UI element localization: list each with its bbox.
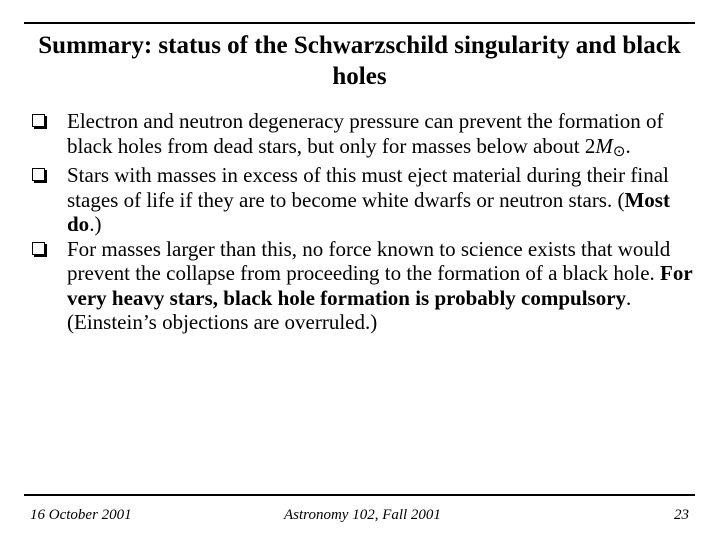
footer-page-number: 23 <box>674 507 689 523</box>
mass-symbol: M <box>595 133 613 158</box>
bullet-list <box>32 109 702 335</box>
checkbox-bullet-icon <box>32 242 45 255</box>
bullet-text-end: . (Einstein’s objections are overruled.) <box>67 285 632 334</box>
bullet-bold-text: Most do <box>67 187 670 236</box>
bullet-bold-text: For very heavy stars, black hole formation is probably compulsory <box>67 261 693 310</box>
footer-course: Astronomy 102, Fall 2001 <box>284 507 441 523</box>
checkbox-bullet-icon <box>32 168 45 181</box>
bullet-text: Electron and neutron degeneracy pressure can prevent the formation of black holes from dead stars, but only for masses below about 2 <box>67 109 664 158</box>
bullet-item <box>32 109 702 163</box>
slide-title: Summary: status of the Schwarzschild singularity and black holes <box>38 32 681 90</box>
bullet-text-end: .) <box>89 212 102 236</box>
bullet-text: For masses larger than this, no force known to science exists that would prevent the collapse from proceeding to the formation of a black hole. <box>67 236 671 285</box>
footer-date: 16 October 2001 <box>30 507 132 523</box>
title-top-rule <box>24 22 695 24</box>
bullet-item <box>32 163 702 237</box>
sun-symbol: ⊙ <box>612 141 626 160</box>
footer-rule <box>24 494 695 496</box>
checkbox-bullet-icon <box>32 114 45 127</box>
bullet-text: Stars with masses in excess of this must eject material during their final stages of life if they are to become white dwarfs or neutron stars. ( <box>67 163 669 212</box>
bullet-item <box>32 237 702 335</box>
bullet-text-end: . <box>625 133 631 158</box>
